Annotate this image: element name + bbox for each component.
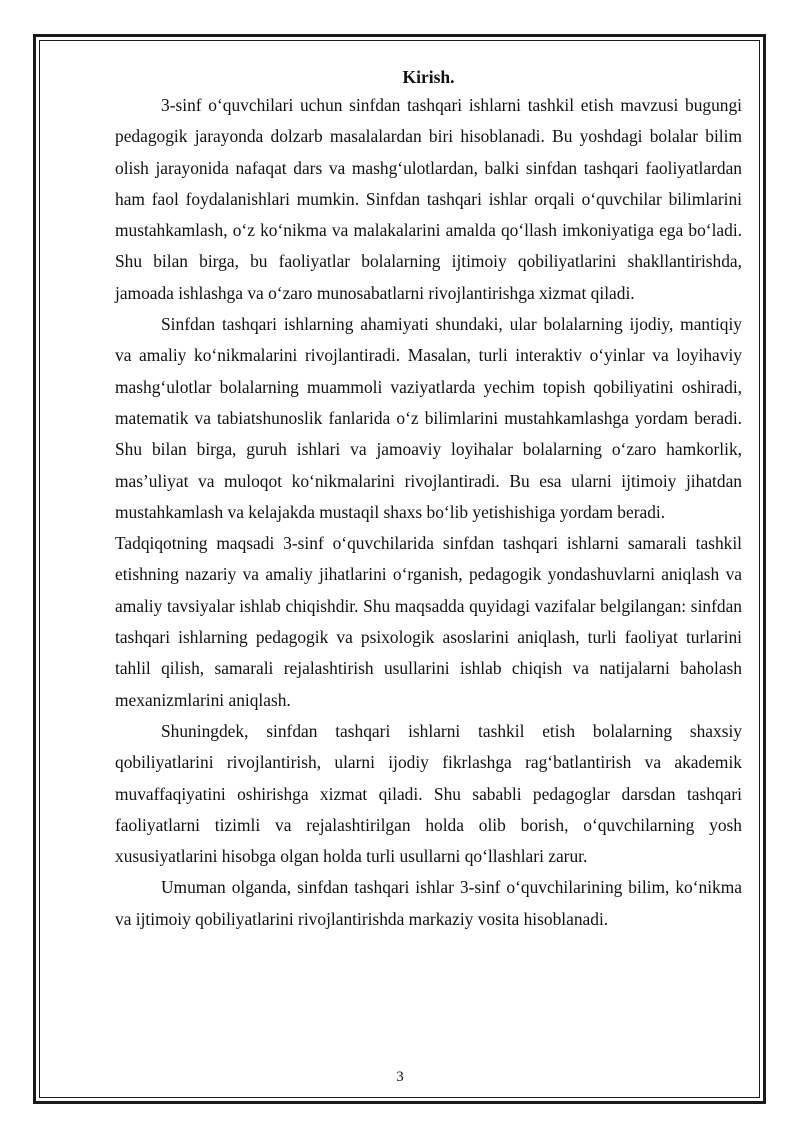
paragraph-5: Umuman olganda, sinfdan tashqari ishlar 3-sinf o‘quvchilarining bilim, ko‘nikma va ijtimoiy qobiliyatlarini rivojlantirishda markaziy vosita hisoblanadi.	[115, 877, 742, 929]
page-number: 3	[396, 1069, 404, 1085]
document-title: Kirish.	[402, 67, 455, 87]
paragraph-2: Sinfdan tashqari ishlarning ahamiyati shundaki, ular bolalarning ijodiy, mantiqiy va amaliy ko‘nikmalarini rivojlantiradi. Masalan, turli interaktiv o‘yinlar va loyihaviy mashg‘ulotlar bolalarning muammoli vaziyatlarda yechim topish qobiliyatini oshiradi, matematik va tabiatshunoslik fanlarida o‘z bilimlarini mustahkamlashga yordam beradi. Shu bilan birga, guruh ishlari va jamoaviy loyihalar bolalarning o‘zaro hamkorlik, mas’uliyat va muloqot ko‘nikmalarini rivojlantiradi. Bu esa ularni ijtimoiy jihatdan mustahkamlash va kelajakda mustaqil shaxs bo‘lib yetishishiga yordam beradi.	[115, 314, 742, 522]
paragraph-1: 3-sinf o‘quvchilari uchun sinfdan tashqari ishlarni tashkil etish mavzusi bugungi pedagogik jarayonda dolzarb masalalardan biri hisoblanadi. Bu yoshdagi bolalar bilim olish jarayonida nafaqat dars va mashg‘ulotlardan, balki sinfdan tashqari faoliyatlardan ham faol foydalanishlari mumkin. Sinfdan tashqari ishlar orqali o‘quvchilar bilimlarini mustahkamlash, o‘z ko‘nikma va malakalarini amalda qo‘llash imkoniyatiga ega bo‘ladi. Shu bilan birga, bu faoliyatlar bolalarning ijtimoiy qobiliyatlarini shakllantirishda, jamoada ishlashga va o‘zaro munosabatlarni rivojlantirishga xizmat qiladi.	[115, 95, 742, 303]
paragraph-3: Tadqiqotning maqsadi 3-sinf o‘quvchilarida sinfdan tashqari ishlarni samarali tashkil etishning nazariy va amaliy jihatlarini o‘rganish, pedagogik yondashuvlarni aniqlash va amaliy tavsiyalar ishlab chiqishdir. Shu maqsadda quyidagi vazifalar belgilangan: sinfdan tashqari ishlarning pedagogik va psixologik asoslarini aniqlash, turli faoliyat turlarini tahlil qilish, samarali rejalashtirish usullarini ishlab chiqish va natijalarni baholash mexanizmlarini aniqlash.	[115, 533, 742, 710]
document-body	[115, 63, 742, 935]
paragraph-4: Shuningdek, sinfdan tashqari ishlarni tashkil etish bolalarning shaxsiy qobiliyatlarini rivojlantirish, ularni ijodiy fikrlashga rag‘batlantirish va akademik muvaffaqiyatini oshirishga xizmat qiladi. Shu sababli pedagoglar darsdan tashqari faoliyatlarni tizimli va rejalashtirilgan holda olib borish, o‘quvchilarning yosh xususiyatlarini hisobga olgan holda turli usullarni qo‘llashlari zarur.	[115, 720, 742, 867]
